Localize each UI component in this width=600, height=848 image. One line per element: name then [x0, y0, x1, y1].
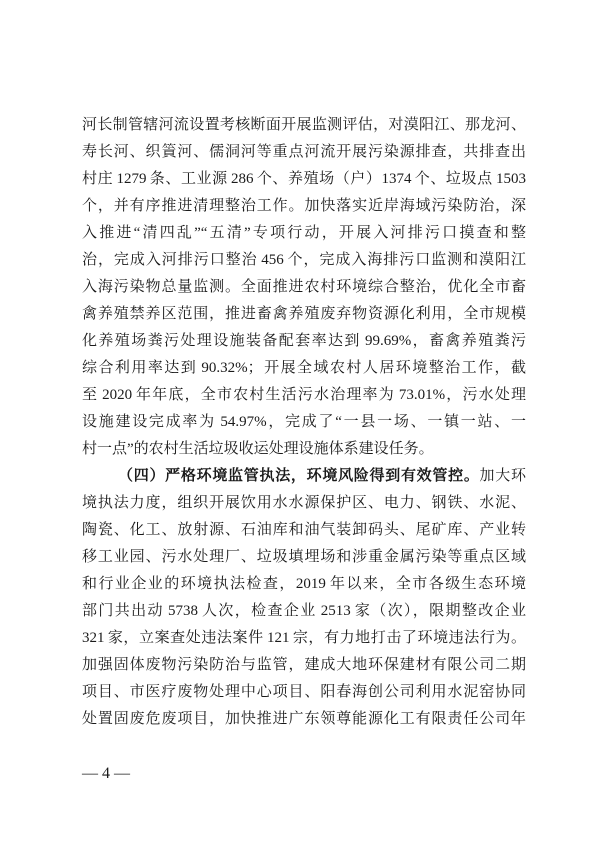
line-text: 禽养殖禁养区范围，推进畜禽养殖废弃物资源化利用，全市规模 — [82, 306, 526, 322]
line-text: 加强固体废物污染防治与监管，建成大地环保建材有限公司二期 — [82, 657, 526, 673]
line-text: 村庄 1279 条、工业源 286 个、养殖场（户）1374 个、垃圾点 1503 — [82, 171, 526, 187]
line-text: 个，并有序推进清理整治工作。加快落实近岸海域污染防治，深 — [82, 198, 526, 214]
line-text: 和行业企业的环境执法检查，2019 年以来，全市各级生态环境 — [82, 576, 526, 592]
text-line — [82, 274, 526, 301]
line-text: 河长制管辖河流设置考核断面开展监测评估，对漠阳江、那龙河、 — [82, 117, 526, 133]
text-line — [82, 247, 526, 274]
text-line — [82, 220, 526, 247]
section-heading: （四）严格环境监管执法，环境风险得到有效管控。 — [118, 468, 480, 484]
line-text: 村一点”的农村生活垃圾收运处理设施体系建设任务。 — [82, 441, 434, 457]
line-text: 寿长河、织篢河、儒洞河等重点河流开展污染源排查，共排查出 — [82, 144, 526, 160]
line-text: 境执法力度，组织开展饮用水水源保护区、电力、钢铁、水泥、 — [82, 495, 526, 511]
text-line — [82, 679, 526, 706]
line-text: 综合利用率达到 90.32%；开展全域农村人居环境整治工作，截 — [82, 360, 526, 376]
text-line — [82, 463, 526, 490]
line-text: 化养殖场粪污处理设施装备配套率达到 99.69%，畜禽养殖粪污 — [82, 333, 526, 349]
line-text: 处置固废危废项目，加快推进广东领尊能源化工有限责任公司年 — [82, 711, 526, 727]
text-line — [82, 625, 526, 652]
text-line — [82, 598, 526, 625]
line-text: 加大环 — [479, 468, 526, 484]
line-text: 陶瓷、化工、放射源、石油库和油气装卸码头、尾矿库、产业转 — [82, 522, 526, 538]
line-text: 项目、市医疗废物处理中心项目、阳春海创公司利用水泥窑协同 — [82, 684, 526, 700]
text-line — [82, 706, 526, 733]
line-text: 入海污染物总量监测。全面推进农村环境综合整治，优化全市畜 — [82, 279, 526, 295]
line-text: 入推进“清四乱”“五清”专项行动，开展入河排污口摸查和整 — [82, 225, 526, 241]
text-line — [82, 166, 526, 193]
line-text: 部门共出动 5738 人次，检查企业 2513 家（次），限期整改企业 — [82, 603, 526, 619]
text-line — [82, 328, 526, 355]
text-line — [82, 544, 526, 571]
text-line — [82, 490, 526, 517]
text-line — [82, 652, 526, 679]
line-text: 移工业园、污水处理厂、垃圾填埋场和涉重金属污染等重点区域 — [82, 549, 526, 565]
document-body — [82, 112, 526, 733]
text-line — [82, 112, 526, 139]
text-line — [82, 517, 526, 544]
page-number: — 4 — — [82, 765, 130, 782]
line-text: 治，完成入河排污口整治 456 个，完成入海排污口监测和漠阳江 — [82, 252, 526, 268]
line-text: 至 2020 年年底，全市农村生活污水治理率为 73.01%，污水处理 — [82, 387, 526, 403]
text-line — [82, 571, 526, 598]
text-line — [82, 139, 526, 166]
text-line — [82, 409, 526, 436]
text-line — [82, 301, 526, 328]
text-line — [82, 436, 526, 463]
text-line — [82, 193, 526, 220]
text-line — [82, 382, 526, 409]
line-text: 321 家，立案查处违法案件 121 宗，有力地打击了环境违法行为。 — [82, 630, 526, 646]
text-line — [82, 355, 526, 382]
line-text: 设施建设完成率为 54.97%，完成了“一县一场、一镇一站、一 — [82, 414, 526, 430]
